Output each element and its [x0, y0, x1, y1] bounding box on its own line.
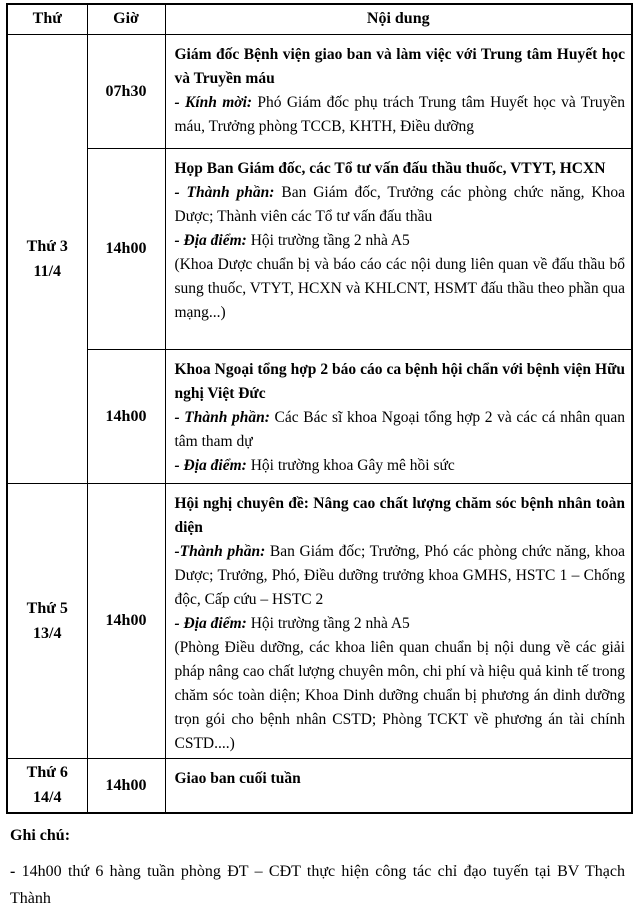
event-paragraph: [175, 91, 626, 139]
paragraph-label: - Kính mời:: [174, 93, 253, 111]
paragraph-label: -Thành phần:: [174, 542, 266, 560]
table-row: [7, 34, 632, 148]
paragraph-text: Phó Giám đốc phụ trách Trung tâm Huyết học và Truyền máu, Trưởng phòng TCCB, KHTH, Điều dưỡng: [174, 93, 625, 135]
schedule-table: [6, 3, 633, 814]
event-paragraph: [175, 181, 626, 229]
event-title: Họp Ban Giám đốc, các Tổ tư vấn đấu thầu thuốc, VTYT, HCXN: [174, 159, 606, 177]
day-label: Thứ 3: [26, 237, 68, 255]
paragraph-label: - Thành phần:: [174, 408, 270, 426]
day-label: Thứ 5: [26, 599, 68, 617]
paragraph-text: Ban Giám đốc; Trưởng, Phó các phòng chức năng, khoa Dược; Trưởng, Phó, Điều dưỡng trưởng khoa GMHS, HSTC 1 – Chống độc, Cấp cứu – HSTC 2: [174, 542, 625, 608]
event-title: Khoa Ngoại tổng hợp 2 báo cáo ca bệnh hội chẩn với bệnh viện Hữu nghị Việt Đức: [174, 360, 625, 402]
paragraph-label: - Thành phần:: [174, 183, 275, 201]
event-paragraph: [175, 454, 626, 478]
paragraph-text: Hội trường tầng 2 nhà A5: [246, 231, 410, 249]
event-paragraph: [175, 406, 626, 454]
time-cell: 14h00: [87, 349, 165, 483]
column-header-day: Thứ: [7, 4, 87, 34]
notes-section: [6, 823, 631, 912]
paragraph-label: - Địa điểm:: [174, 456, 247, 474]
time-cell: 14h00: [87, 758, 165, 813]
date-label: 13/4: [33, 624, 62, 642]
paragraph-text: (Khoa Dược chuẩn bị và báo cáo các nội dung liên quan về đấu thầu bổ sung thuốc, VTYT, HCXN và KHLCNT, HSMT đấu thầu theo phần qua mạng...): [174, 255, 625, 321]
note-text: 14h00 thứ 6 hàng tuần phòng ĐT – CĐT thực hiện công tác chỉ đạo tuyến tại BV Thạch Thành: [10, 863, 625, 907]
paragraph-label: - Địa điểm:: [174, 231, 247, 249]
day-cell-fri: [7, 758, 87, 813]
header-row: [7, 4, 632, 34]
event-paragraph: [175, 229, 626, 253]
event-title: Hội nghị chuyên đề: Nâng cao chất lượng chăm sóc bệnh nhân toàn diện: [174, 494, 625, 536]
date-label: 14/4: [33, 789, 62, 807]
date-label: 11/4: [33, 262, 62, 280]
event-paragraph: [175, 540, 626, 612]
event-paragraph: [175, 636, 626, 756]
column-header-time: Giờ: [87, 4, 165, 34]
content-cell: [165, 148, 632, 349]
content-cell: [165, 349, 632, 483]
day-cell-thu: [7, 483, 87, 758]
event-title: Giao ban cuối tuần: [174, 769, 301, 787]
time-cell: 07h30: [87, 34, 165, 148]
content-cell: [165, 758, 632, 813]
note-item: [10, 858, 625, 912]
paragraph-text: Các Bác sĩ khoa Ngoại tổng hợp 2 và các cá nhân quan tâm tham dự: [174, 408, 625, 450]
day-cell-tue: [7, 34, 87, 483]
content-cell: [165, 483, 632, 758]
event-title: Giám đốc Bệnh viện giao ban và làm việc với Trung tâm Huyết học và Truyền máu: [174, 45, 625, 87]
event-paragraph: [175, 253, 626, 325]
content-cell: [165, 34, 632, 148]
time-cell: 14h00: [87, 483, 165, 758]
table-row: [7, 483, 632, 758]
column-header-content: Nội dung: [165, 4, 632, 34]
paragraph-text: Hội trường khoa Gây mê hồi sức: [246, 456, 455, 474]
paragraph-label: - Địa điểm:: [174, 614, 247, 632]
event-paragraph: [175, 612, 626, 636]
day-label: Thứ 6: [26, 764, 68, 782]
notes-heading: Ghi chú:: [10, 827, 71, 844]
paragraph-text: Ban Giám đốc, Trưởng các phòng chức năng, Khoa Dược; Thành viên các Tổ tư vấn đấu thầu: [174, 183, 625, 225]
table-row: [7, 349, 632, 483]
note-dash: -: [10, 863, 16, 880]
time-cell: 14h00: [87, 148, 165, 349]
table-row: [7, 148, 632, 349]
paragraph-text: Hội trường tầng 2 nhà A5: [246, 614, 410, 632]
table-row: [7, 758, 632, 813]
paragraph-text: (Phòng Điều dưỡng, các khoa liên quan chuẩn bị nội dung về các giải pháp nâng cao chất lượng chuyên môn, chi phí và hiệu quả kinh tế trong chăm sóc toàn diện; Khoa Dinh dưỡng chuẩn bị phương án dinh dưỡng trọn gói cho bệnh nhân CSTD; Phòng TCKT về phương án tài chính CSTD....): [174, 638, 625, 752]
